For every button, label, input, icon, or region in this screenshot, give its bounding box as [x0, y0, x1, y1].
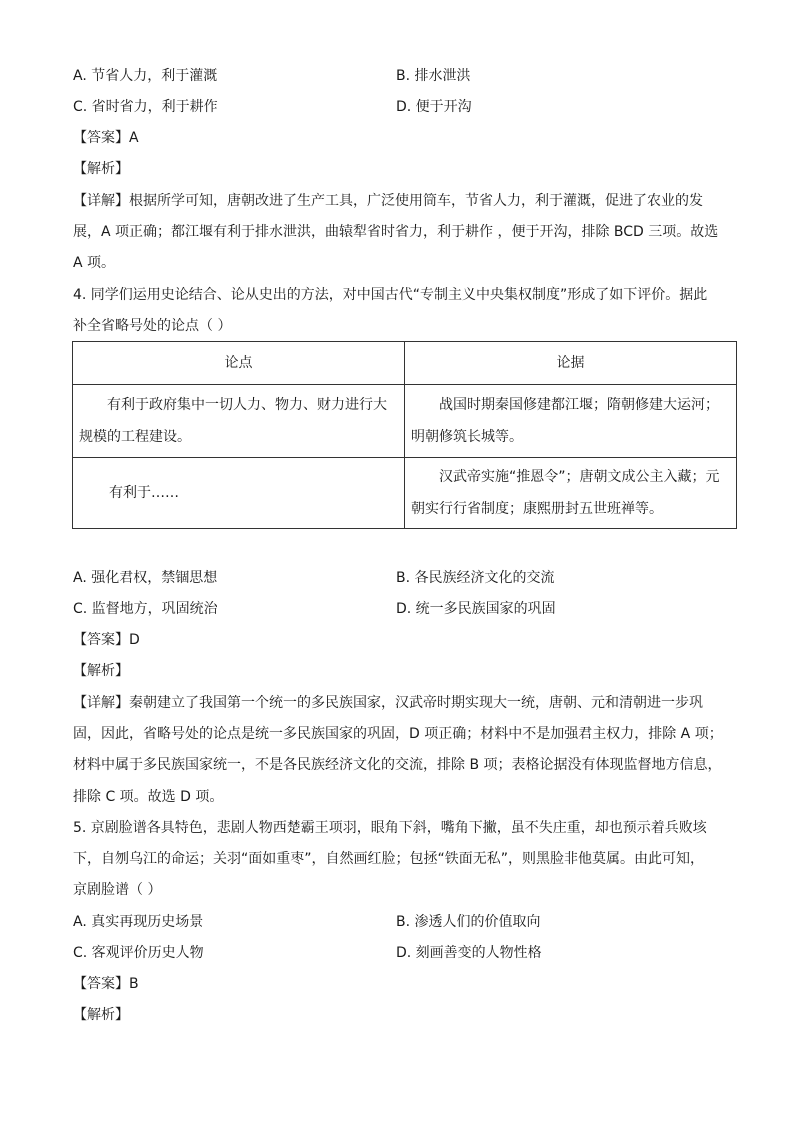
q3-detail-line-2: 展，A 项正确；都江堰有利于排水泄洪，曲辕犁省时省力，利于耕作 ，便于开沟，排除 BCD 三项。故选 [73, 224, 719, 240]
table-cell-evidence-2: 汉武帝实施“推恩令”；唐朝文成公主入藏；元朝实行行省制度；康熙册封五世班禅等。 [411, 469, 720, 517]
q4-detail-line-3: 材料中属于多民族国家统一，不是各民族经济文化的交流，排除 B 项；表格论据没有体现监督地方信息， [73, 757, 722, 773]
q5-option-b: B. 渗透人们的价值取向 [396, 914, 541, 930]
q5-options-row-1 [73, 912, 738, 932]
q3-detail-line-3: A 项。 [73, 255, 116, 271]
table-header-viewpoint: 论点 [73, 342, 405, 385]
q4-detail-line-1: 【详解】秦朝建立了我国第一个统一的多民族国家，汉武帝时期实现大一统，唐朝、元和清朝进一步巩 [73, 695, 703, 711]
q4-stem-line-2: 补全省略号处的论点（ ） [73, 318, 232, 334]
q4-option-b: B. 各民族经济文化的交流 [396, 570, 555, 586]
table-header-row [73, 342, 737, 385]
q3-option-b: B. 排水泄洪 [396, 68, 471, 84]
q3-answer: 【答案】A [73, 130, 139, 146]
q4-detail-line-4: 排除 C 项。故选 D 项。 [73, 789, 224, 805]
q3-option-d: D. 便于开沟 [396, 99, 472, 115]
table-header-evidence: 论据 [405, 342, 737, 385]
q4-stem-line-1: 4. 同学们运用史论结合、论从史出的方法，对中国古代“专制主义中央集权制度”形成了如下评价。据此 [73, 287, 708, 303]
q4-analysis-label: 【解析】 [73, 663, 129, 679]
q4-option-c: C. 监督地方，巩固统治 [73, 601, 218, 617]
q3-option-c: C. 省时省力，利于耕作 [73, 99, 218, 115]
q5-answer: 【答案】B [73, 976, 139, 992]
q3-option-a: A. 节省人力，利于灌溉 [73, 68, 218, 84]
q4-option-a: A. 强化君权，禁锢思想 [73, 570, 218, 586]
q5-option-c: C. 客观评价历史人物 [73, 945, 204, 961]
q4-options-row-2 [73, 599, 738, 619]
q5-stem-line-2: 下，自刎乌江的命运；关羽“面如重枣”，自然画红脸；包拯“铁面无私”，则黑脸非他莫属。由此可知， [73, 851, 705, 867]
q4-detail-line-2: 固，因此，省略号处的论点是统一多民族国家的巩固，D 项正确；材料中不是加强君主权力，排除 A 项； [73, 726, 723, 742]
q3-options-row-2 [73, 97, 738, 117]
q5-analysis-label: 【解析】 [73, 1007, 129, 1023]
q4-options-row-1 [73, 568, 738, 588]
q5-stem-line-3: 京剧脸谱（ ） [73, 882, 162, 898]
q3-analysis-label: 【解析】 [73, 161, 129, 177]
q3-options-row-1 [73, 66, 738, 86]
q4-option-d: D. 统一多民族国家的巩固 [396, 601, 556, 617]
q4-argument-table [72, 341, 737, 529]
q4-answer: 【答案】D [73, 632, 140, 648]
table-cell-viewpoint-2: 有利于…… [109, 485, 179, 501]
q5-option-d: D. 刻画善变的人物性格 [396, 945, 542, 961]
table-row [73, 458, 737, 529]
q5-options-row-2 [73, 943, 738, 963]
q3-detail-line-1: 【详解】根据所学可知，唐朝改进了生产工具，广泛使用筒车，节省人力，利于灌溉，促进了农业的发 [73, 193, 703, 209]
q5-option-a: A. 真实再现历史场景 [73, 914, 204, 930]
table-cell-viewpoint-1: 有利于政府集中一切人力、物力、财力进行大规模的工程建设。 [79, 397, 387, 445]
table-row [73, 385, 737, 458]
table-cell-evidence-1: 战国时期秦国修建都江堰；隋朝修建大运河；明朝修筑长城等。 [411, 397, 719, 445]
q5-stem-line-1: 5. 京剧脸谱各具特色，悲剧人物西楚霸王项羽，眼角下斜，嘴角下撇，虽不失庄重，却也预示着兵败垓 [73, 820, 707, 836]
